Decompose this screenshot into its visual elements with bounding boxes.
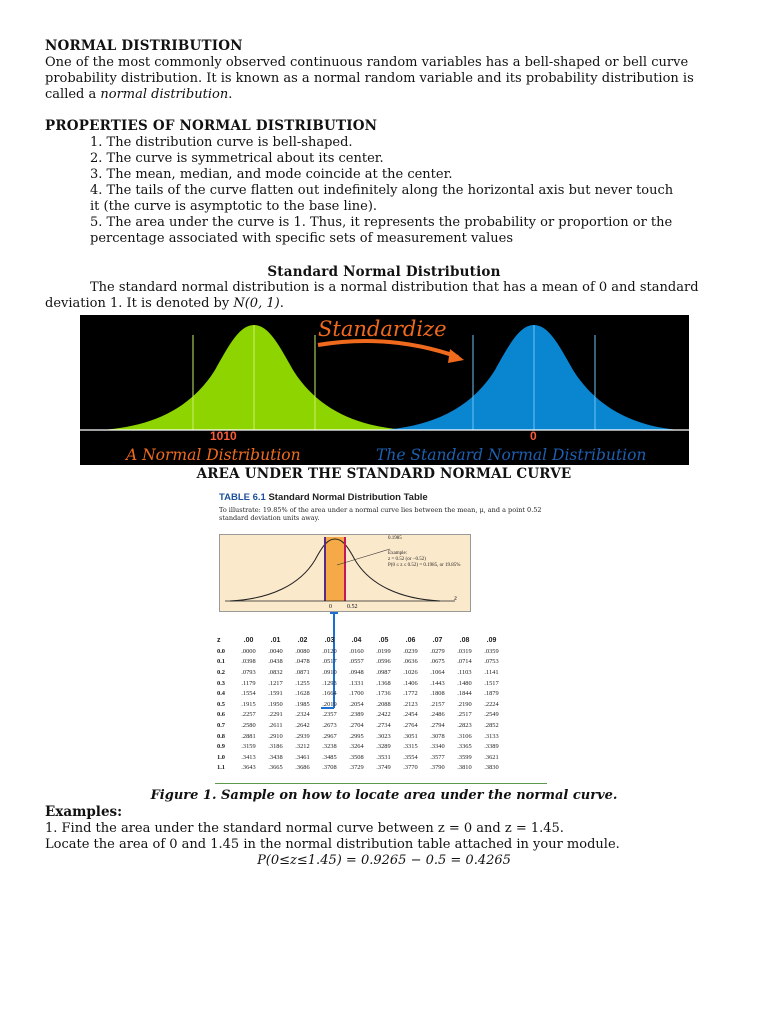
right-mean-label: 0 (530, 429, 537, 443)
table-cell: .3365 (457, 743, 472, 751)
table-cell: .0793 (241, 668, 256, 676)
heading-properties: PROPERTIES OF NORMAL DISTRIBUTION (45, 118, 378, 134)
table-cell: .3830 (484, 764, 499, 772)
table-cell: .2324 (295, 711, 310, 719)
z-table (215, 634, 505, 773)
callout-example (388, 551, 498, 569)
table-cell: .2967 (322, 732, 337, 740)
table-row (215, 720, 505, 731)
table-cell: .2704 (349, 721, 364, 729)
row-z-value: 0.6 (217, 711, 225, 719)
row-z-value: 0.1 (217, 658, 225, 666)
table-cell: .3389 (484, 743, 499, 751)
table-header-cell: .08 (459, 636, 470, 644)
table-header-cell: .05 (378, 636, 389, 644)
heading-area-under-curve: AREA UNDER THE STANDARD NORMAL CURVE (196, 466, 572, 482)
table-cell: .2852 (484, 721, 499, 729)
math-notation: N(0, 1) (233, 296, 280, 311)
table-cell: .0319 (457, 647, 472, 655)
row-z-value: 0.8 (217, 732, 225, 740)
callout-value: 0.1985 (388, 536, 402, 541)
table-cell: .3599 (457, 753, 472, 761)
table-cell: .0596 (376, 658, 391, 666)
table-cell: .2734 (376, 721, 391, 729)
table-cell: .3749 (376, 764, 391, 772)
table-header-cell: .01 (270, 636, 281, 644)
table-cell: .3643 (241, 764, 256, 772)
table-cell: .3508 (349, 753, 364, 761)
table-cell: .0478 (295, 658, 310, 666)
list-item: 4. The tails of the curve flatten out indefinitely along the horizontal axis but never touch (90, 183, 674, 198)
table-cell: .3106 (457, 732, 472, 740)
row-z-value: 0.4 (217, 690, 225, 698)
table-cell: .2422 (376, 711, 391, 719)
table-cell: .2995 (349, 732, 364, 740)
table-cell: .2823 (457, 721, 472, 729)
table-cell: .0557 (349, 658, 364, 666)
table-cell: .3665 (268, 764, 283, 772)
table-row (215, 763, 505, 774)
table-cell: .2224 (484, 700, 499, 708)
table-cell: .0987 (376, 668, 391, 676)
curve-illustration (219, 534, 471, 612)
table-cell: .1443 (430, 679, 445, 687)
table-cell: .0000 (241, 647, 256, 655)
table-cell: .0398 (241, 658, 256, 666)
table-cell: .1255 (295, 679, 310, 687)
table-cell: .0910 (322, 668, 337, 676)
table-cell: .1368 (376, 679, 391, 687)
table-cell: .0080 (295, 647, 310, 655)
table-cell: .3531 (376, 753, 391, 761)
table-cell: .3315 (403, 743, 418, 751)
table-header-cell: .06 (405, 636, 416, 644)
paragraph-line (45, 296, 745, 312)
table-cell: .0239 (403, 647, 418, 655)
row-z-value: 1.1 (217, 764, 225, 772)
table-cell: .3078 (430, 732, 445, 740)
table-cell: .3186 (268, 743, 283, 751)
table-bottom-rule (215, 783, 547, 784)
table-cell: .0871 (295, 668, 310, 676)
table-row (215, 710, 505, 721)
standardize-banner (80, 315, 689, 465)
table-description: To illustrate: 19.85% of the area under a normal curve lies between the mean, μ, and a point 0.52 standard deviation units away. (219, 506, 542, 522)
table-row (215, 731, 505, 742)
table-cell: .3133 (484, 732, 499, 740)
table-cell: .2190 (457, 700, 472, 708)
left-caption: A Normal Distribution (126, 446, 301, 464)
example-formula: P(0≤z≤1.45) = 0.9265 − 0.5 = 0.4265 (257, 853, 511, 868)
table-title-text: Standard Normal Distribution Table (268, 492, 428, 503)
table-cell: .0714 (457, 658, 472, 666)
axis-z-label: z (454, 595, 458, 602)
table-cell: .0753 (484, 658, 499, 666)
row-z-value: 0.9 (217, 743, 225, 751)
table-cell: .2357 (322, 711, 337, 719)
heading-standard-normal: Standard Normal Distribution (267, 264, 501, 280)
table-cell: .3438 (268, 753, 283, 761)
intro-line: probability distribution. It is known as a normal random variable and its probability distribution is (45, 71, 694, 86)
shaded-area (325, 537, 345, 601)
intro-line: One of the most commonly observed continuous random variables has a bell-shaped or bell curve (45, 55, 689, 70)
table-cell: .1664 (322, 690, 337, 698)
intro-text: . (228, 87, 233, 102)
table-cell: .2580 (241, 721, 256, 729)
list-item: 1. The distribution curve is bell-shaped. (90, 135, 353, 150)
table-cell: .2549 (484, 711, 499, 719)
example-line: 1. Find the area under the standard normal curve between z = 0 and z = 1.45. (45, 821, 564, 836)
table-cell: .2389 (349, 711, 364, 719)
table-cell: .1026 (403, 668, 418, 676)
arrow-head-icon (448, 349, 464, 363)
table-cell: .2611 (268, 721, 283, 729)
table-cell: .0120 (322, 647, 337, 655)
table-header-cell: .03 (324, 636, 335, 644)
table-number: TABLE 6.1 (219, 492, 266, 503)
intro-paragraph (45, 55, 745, 103)
table-cell: .2088 (376, 700, 391, 708)
table-cell: .3461 (295, 753, 310, 761)
row-z-value: 0.7 (217, 721, 225, 729)
table-cell: .2486 (430, 711, 445, 719)
row-z-value: 0.2 (217, 668, 225, 676)
table-cell: .0199 (376, 647, 391, 655)
table-row (215, 646, 505, 657)
table-cell: .2642 (295, 721, 310, 729)
table-cell: .1844 (457, 690, 472, 698)
table-cell: .3023 (376, 732, 391, 740)
table-cell: .3554 (403, 753, 418, 761)
table-header-cell: .02 (297, 636, 308, 644)
callout-p: P(0 ≤ z ≤ 0.52) = 0.1985, or 19.85% (388, 563, 461, 568)
heading-normal-distribution: NORMAL DISTRIBUTION (45, 38, 243, 54)
intro-italic-term: normal distribution (100, 87, 229, 102)
table-cell: .2910 (268, 732, 283, 740)
table-cell: .2157 (430, 700, 445, 708)
table-cell: .2019 (322, 700, 337, 708)
table-cell: .2517 (457, 711, 472, 719)
table-cell: .3708 (322, 764, 337, 772)
table-cell: .3621 (484, 753, 499, 761)
table-cell: .0160 (349, 647, 364, 655)
table-cell: .1293 (322, 679, 337, 687)
table-cell: .3051 (403, 732, 418, 740)
table-cell: .2764 (403, 721, 418, 729)
tick-052: 0.52 (347, 604, 358, 610)
table-cell: .2054 (349, 700, 364, 708)
table-cell: .1406 (403, 679, 418, 687)
table-title (219, 492, 428, 503)
table-cell: .1772 (403, 690, 418, 698)
table-cell: .0279 (430, 647, 445, 655)
table-figure (215, 488, 547, 788)
table-header-row (215, 634, 505, 646)
table-row (215, 667, 505, 678)
list-item: 5. The area under the curve is 1. Thus, it represents the probability or proportion or the (90, 215, 673, 230)
standardize-label: Standardize (318, 317, 447, 341)
table-row (215, 741, 505, 752)
table-cell: .2673 (322, 721, 337, 729)
table-cell: .1950 (268, 700, 283, 708)
tick-zero: 0 (329, 604, 332, 610)
intro-line (45, 87, 745, 103)
paragraph-text: . (279, 296, 284, 311)
row-z-value: 0.3 (217, 679, 225, 687)
callout-example-label: Example: (388, 551, 408, 556)
table-cell: .3770 (403, 764, 418, 772)
table-cell: .1331 (349, 679, 364, 687)
table-cell: .1915 (241, 700, 256, 708)
intro-text: called a (45, 87, 101, 102)
right-caption: The Standard Normal Distribution (376, 446, 647, 464)
table-cell: .2257 (241, 711, 256, 719)
list-item: percentage associated with specific sets of measurement values (90, 231, 514, 246)
table-cell: .2939 (295, 732, 310, 740)
table-cell: .3810 (457, 764, 472, 772)
row-z-value: 0.0 (217, 647, 225, 655)
list-item: 3. The mean, median, and mode coincide at the center. (90, 167, 453, 182)
table-cell: .3413 (241, 753, 256, 761)
table-cell: .3790 (430, 764, 445, 772)
figure-caption: Figure 1. Sample on how to locate area under the normal curve. (150, 788, 618, 803)
paragraph-line: The standard normal distribution is a normal distribution that has a mean of 0 and standard (90, 280, 699, 295)
table-cell: .1879 (484, 690, 499, 698)
table-row (215, 678, 505, 689)
curve-svg (220, 535, 470, 611)
table-cell: .0636 (403, 658, 418, 666)
standard-normal-paragraph (45, 280, 745, 312)
table-cell: .2794 (430, 721, 445, 729)
standardize-arrow-icon (318, 341, 458, 357)
properties-list (90, 135, 730, 247)
table-cell: .1736 (376, 690, 391, 698)
table-cell: .3289 (376, 743, 391, 751)
table-cell: .0517 (322, 658, 337, 666)
table-row (215, 657, 505, 668)
table-header-cell: .07 (432, 636, 443, 644)
table-cell: .3238 (322, 743, 337, 751)
list-item: it (the curve is asymptotic to the base line). (90, 199, 378, 214)
table-cell: .3686 (295, 764, 310, 772)
table-cell: .2123 (403, 700, 418, 708)
example-line: Locate the area of 0 and 1.45 in the normal distribution table attached in your module. (45, 837, 620, 852)
table-cell: .1591 (268, 690, 283, 698)
table-cell: .1217 (268, 679, 283, 687)
table-cell: .3340 (430, 743, 445, 751)
table-cell: .1141 (484, 668, 499, 676)
table-cell: .1064 (430, 668, 445, 676)
table-cell: .1985 (295, 700, 310, 708)
row-z-value: 0.5 (217, 700, 225, 708)
examples-heading: Examples: (45, 804, 123, 820)
table-cell: .3729 (349, 764, 364, 772)
table-cell: .1179 (241, 679, 256, 687)
table-cell: .0040 (268, 647, 283, 655)
callout-z: z = 0.52 (or −0.52) (388, 557, 426, 562)
table-cell: .1103 (457, 668, 472, 676)
table-cell: .1628 (295, 690, 310, 698)
table-cell: .1808 (430, 690, 445, 698)
table-cell: .0675 (430, 658, 445, 666)
table-cell: .3159 (241, 743, 256, 751)
table-row (215, 688, 505, 699)
table-cell: .1700 (349, 690, 364, 698)
table-cell: .1554 (241, 690, 256, 698)
table-cell: .2291 (268, 711, 283, 719)
table-cell: .0359 (484, 647, 499, 655)
table-cell: .3485 (322, 753, 337, 761)
table-cell: .3212 (295, 743, 310, 751)
table-header-cell: .09 (486, 636, 497, 644)
list-item: 2. The curve is symmetrical about its center. (90, 151, 384, 166)
table-header-cell: .04 (351, 636, 362, 644)
callout (388, 536, 402, 542)
table-row (215, 752, 505, 763)
left-mean-label: 1010 (210, 429, 237, 443)
table-cell: .2881 (241, 732, 256, 740)
table-header-z: z (217, 636, 221, 644)
table-cell: .3577 (430, 753, 445, 761)
table-cell: .2454 (403, 711, 418, 719)
table-cell: .1517 (484, 679, 499, 687)
table-cell: .0948 (349, 668, 364, 676)
table-cell: .0438 (268, 658, 283, 666)
row-z-value: 1.0 (217, 753, 225, 761)
table-cell: .0832 (268, 668, 283, 676)
paragraph-text: deviation 1. It is denoted by (45, 296, 234, 311)
table-cell: .1480 (457, 679, 472, 687)
table-row (215, 699, 505, 710)
table-header-cell: .00 (243, 636, 254, 644)
pointer-line-top (330, 612, 338, 614)
table-cell: .3264 (349, 743, 364, 751)
